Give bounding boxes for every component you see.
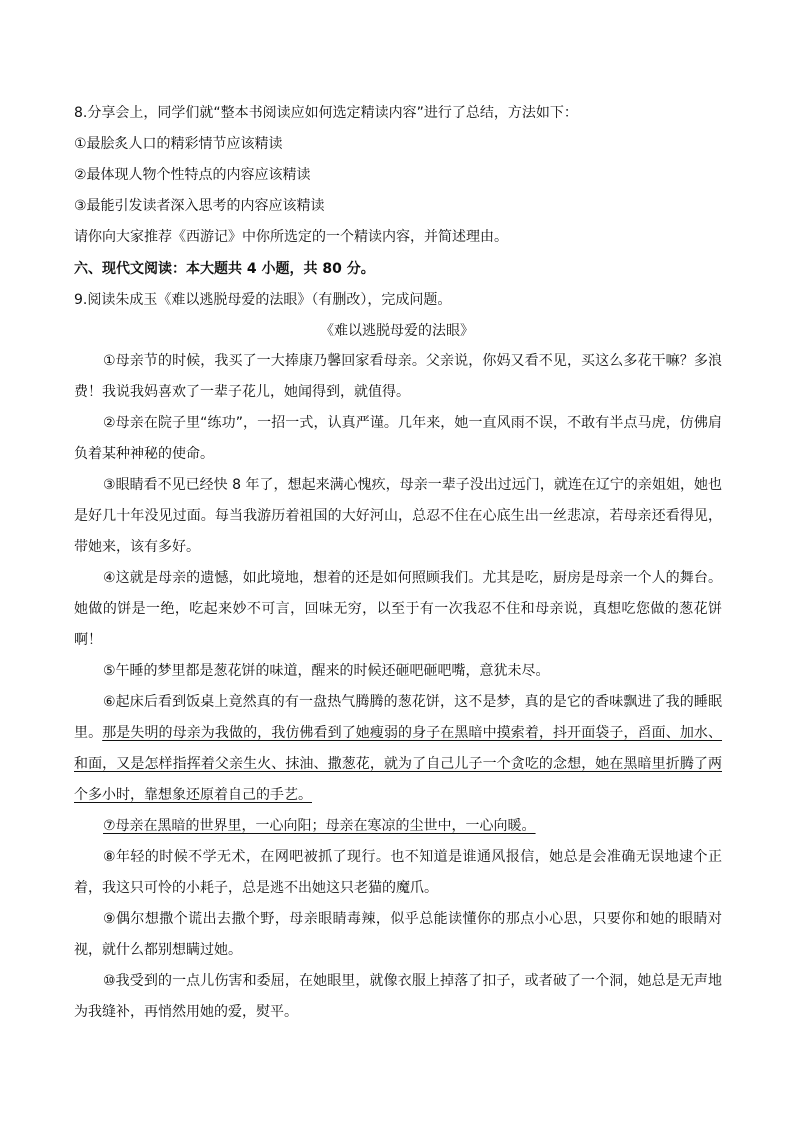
question-9-prompt: 9.阅读朱成玉《难以逃脱母爱的法眼》（有删改），完成问题。 bbox=[74, 292, 452, 308]
paragraph-6-underlined-sentence: 那是失明的母亲为我做的，我仿佛看到了她瘦弱的身子在黑暗中摸索着，抖开面袋子，舀面、加水、和面，又是怎样指挥着父亲生火、抹油、撒葱花，就为了自己儿子一个贪吃的念想，她在黑暗里折腾了两个多小时，靠想象还原着自己的手艺。 bbox=[74, 725, 723, 803]
article-paragraph-5: ⑤午睡的梦里都是葱花饼的味道，醒来的时候还砸吧砸吧嘴，意犹未尽。 bbox=[103, 663, 550, 679]
section-6-heading: 六、现代文阅读：本大题共 4 小题，共 80 分。 bbox=[74, 261, 375, 277]
article-paragraph-2: ②母亲在院子里“练功”，一招一式，认真严谨。几年来，她一直风雨不误，不敢有半点马虎，仿佛肩负着某种神秘的使命。 bbox=[74, 415, 722, 462]
article-paragraph-6 bbox=[74, 687, 722, 811]
method-1: ①最脍炙人口的精彩情节应该精读 bbox=[74, 136, 283, 152]
question-8-task: 请你向大家推荐《西游记》中你所选定的一个精读内容，并简述理由。 bbox=[74, 229, 508, 245]
article-paragraph-9: ⑨偶尔想撒个谎出去撒个野，母亲眼睛毒辣，似乎总能读懂你的那点小心思，只要你和她的眼睛对视，就什么都别想瞒过她。 bbox=[74, 911, 722, 958]
paragraph-7-underlined-sentence: ⑦母亲在黑暗的世界里，一心向阳；母亲在寒凉的尘世中，一心向暖。 bbox=[103, 818, 536, 834]
article-paragraph-7 bbox=[74, 811, 722, 842]
article-paragraph-8: ⑧年轻的时候不学无术，在网吧被抓了现行。也不知道是谁通风报信，她总是会准确无误地逮个正着，我这只可怜的小耗子，总是逃不出她这只老猫的魔爪。 bbox=[74, 849, 722, 896]
article-paragraph-4: ④这就是母亲的遗憾，如此境地，想着的还是如何照顾我们。尤其是吃，厨房是母亲一个人的舞台。她做的饼是一绝，吃起来妙不可言，回味无穷，以至于有一次我忍不住和母亲说，真想吃您做的葱花饼啊！ bbox=[74, 570, 722, 648]
question-8-prompt: 8.分享会上，同学们就“整本书阅读应如何选定精读内容”进行了总结，方法如下： bbox=[74, 105, 578, 121]
method-3: ③最能引发读者深入思考的内容应该精读 bbox=[74, 198, 325, 214]
article-paragraph-10: ⑩我受到的一点儿伤害和委屈，在她眼里，就像衣服上掉落了扣子，或者破了一个洞，她总是无声地为我缝补，再悄然用她的爱，熨平。 bbox=[74, 973, 722, 1020]
article-title: 《难以逃脱母爱的法眼》 bbox=[320, 323, 474, 339]
article-paragraph-3: ③眼睛看不见已经快 8 年了，想起来满心愧疚，母亲一辈子没出过远门，就连在辽宁的亲姐姐，她也是好几十年没见过面。每当我游历着祖国的大好河山，总忍不住在心底生出一丝悲凉，若母亲还看得见，带她来，该有多好。 bbox=[74, 477, 722, 555]
article-paragraph-1: ①母亲节的时候，我买了一大捧康乃馨回家看母亲。父亲说，你妈又看不见，买这么多花干嘛？多浪费！我说我妈喜欢了一辈子花儿，她闻得到，就值得。 bbox=[74, 353, 722, 400]
paragraph-6-intro: ⑥起床后看到饭桌上竟然真的有一盘热气腾腾的葱花饼，这不是梦，真的是它的香味飘进了我的睡眠里。 bbox=[74, 694, 722, 741]
method-2: ②最体现人物个性特点的内容应该精读 bbox=[74, 167, 311, 183]
